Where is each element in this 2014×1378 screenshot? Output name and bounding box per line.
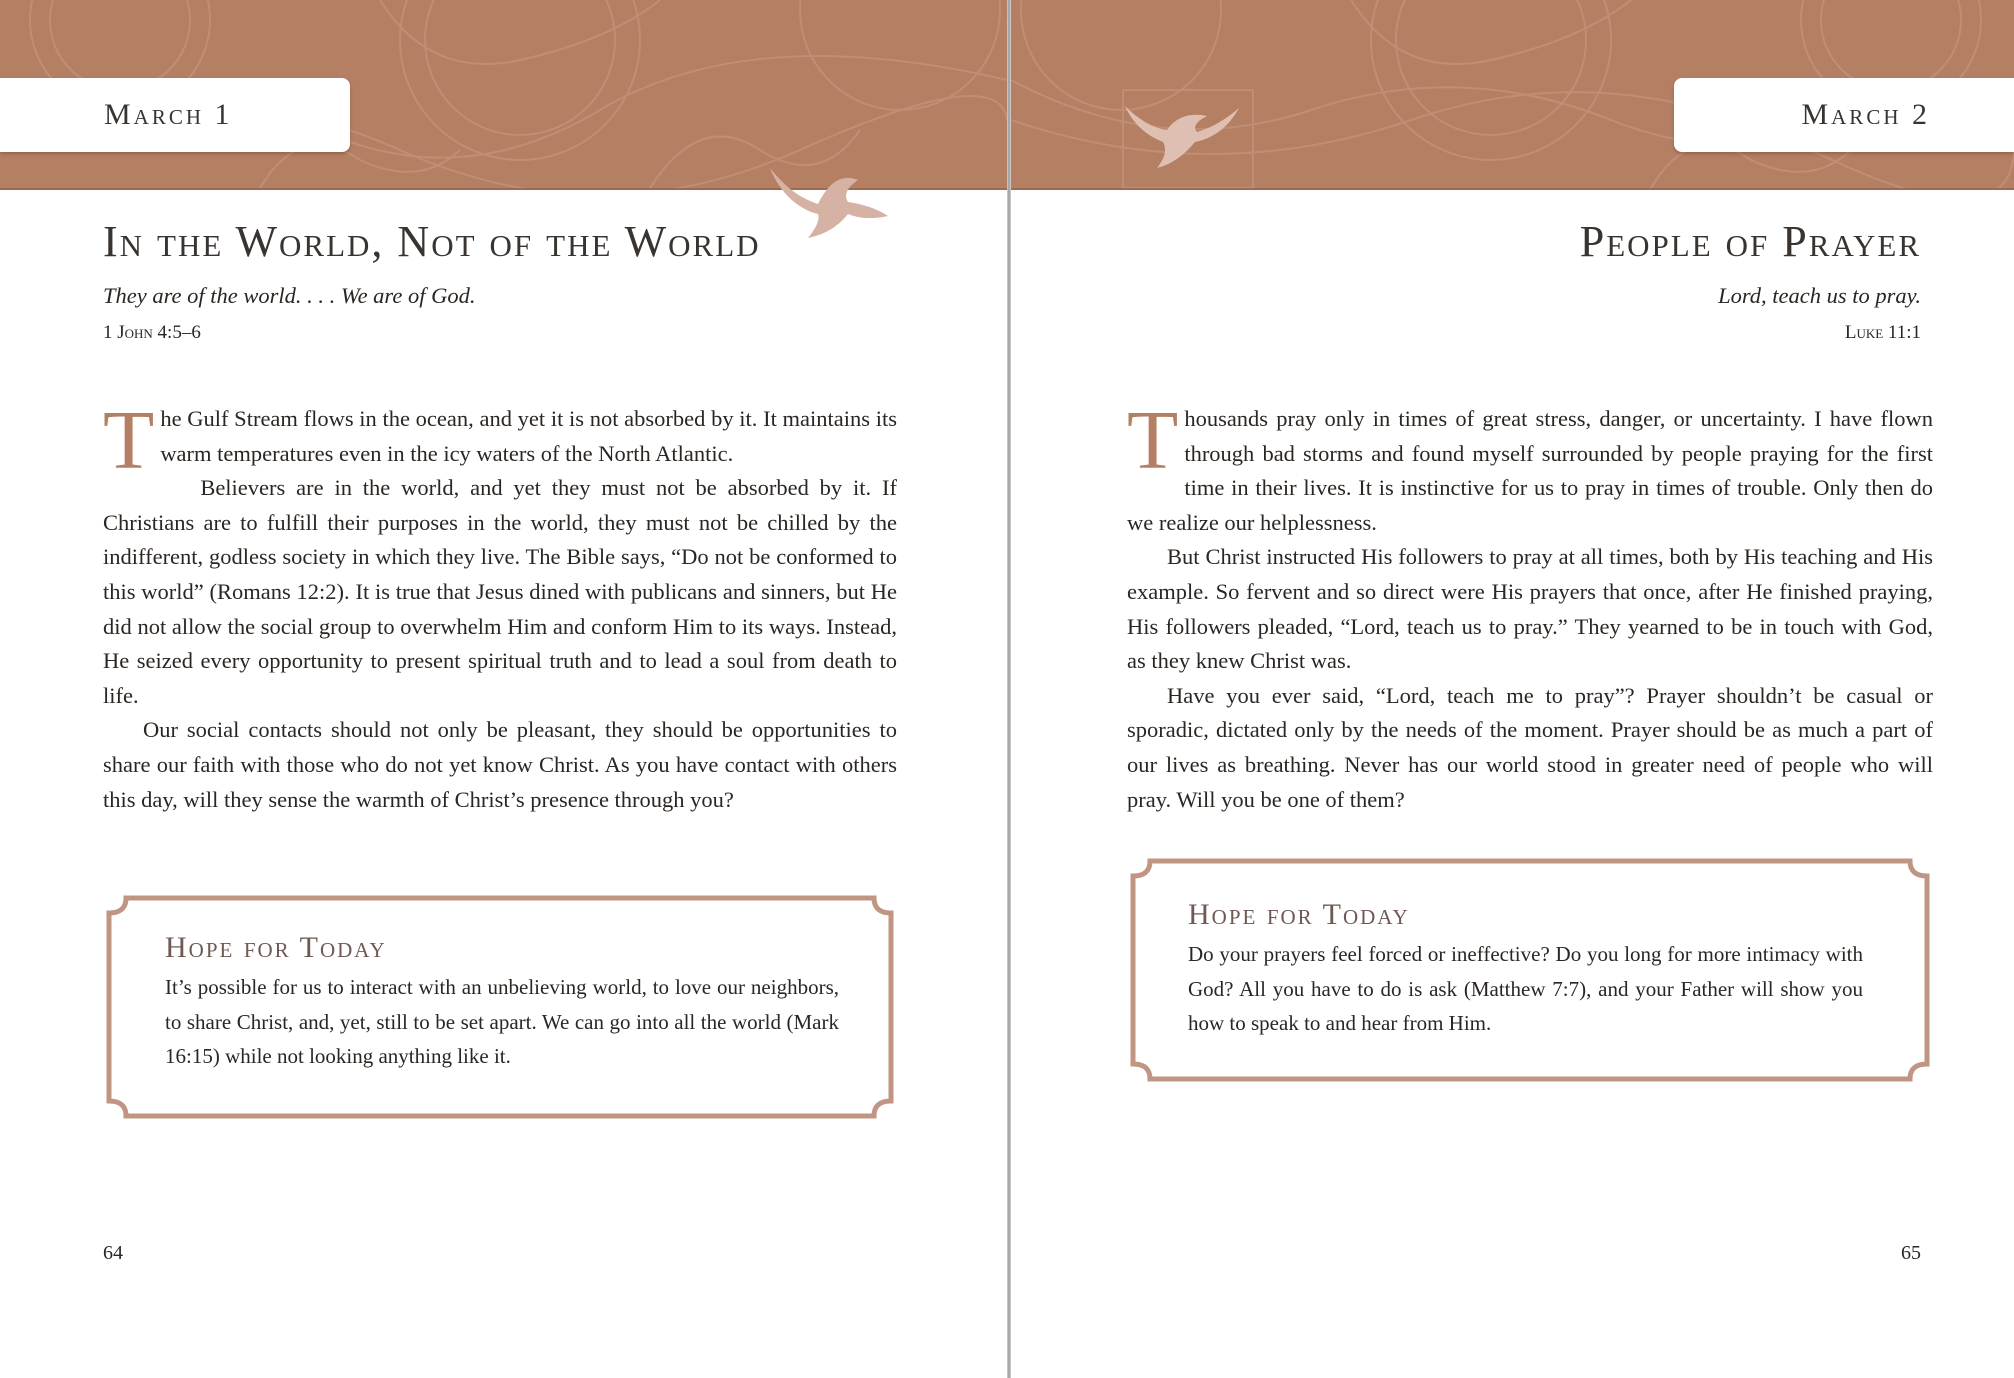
right-page — [1011, 0, 2014, 1378]
dove-icon — [766, 158, 892, 244]
devotional-title: People of Prayer — [1579, 217, 1921, 266]
verse-reference: 1 John 4:5–6 — [103, 322, 201, 343]
paragraph: But Christ instructed His followers to pray at all times, both by His teaching and His example. So fervent and so direct were His prayers that once, after He finished praying, His followers pleaded, “Lord, teach us to pray.” They yearned to be in touch with God, as they knew Christ was. — [1127, 544, 1933, 674]
hope-heading: Hope for Today — [1188, 898, 1410, 931]
paragraph — [1127, 394, 1933, 540]
devotional-body — [103, 394, 897, 817]
right-header-banner — [1011, 0, 2014, 190]
drop-cap: T — [1127, 394, 1179, 487]
paragraph: Have you ever said, “Lord, teach me to pray”? Prayer shouldn’t be casual or sporadic, dictated only by the needs of the moment. Prayer should be as much a part of our lives as breathing. Never has our world stood in greater need of people who will pray. Will you be one of them? — [1127, 682, 1933, 812]
page-number: 64 — [103, 1242, 123, 1264]
key-verse: Lord, teach us to pray. — [1718, 283, 1921, 308]
hope-for-today-box — [104, 893, 896, 1121]
hope-text: Do your prayers feel forced or ineffective? Do you long for more intimacy with God? All you have to do is ask (Matthew 7:7), and your Father will show you how to speak to and hear from Him. — [1188, 942, 1863, 1035]
devotional-title: In the World, Not of the World — [103, 217, 761, 266]
hope-heading: Hope for Today — [165, 931, 387, 964]
hope-for-today-box — [1128, 856, 1932, 1084]
page-number: 65 — [1901, 1242, 1921, 1264]
paragraph-text: housands pray only in times of great stress, danger, or uncertainty. I have flown through bad storms and found myself surrounded by people praying for the first time in their lives. It is instinctive for us to pray in times of trouble. Only then do we realize our helplessness. — [1127, 406, 1933, 535]
date-tab: March 2 — [1674, 78, 2014, 152]
date-tab: March 1 — [0, 78, 350, 152]
paragraph-text: he Gulf Stream flows in the ocean, and yet it is not absorbed by it. It maintains its warm temperatures even in the icy waters of the North Atlantic. — [160, 406, 897, 466]
verse-reference: Luke 11:1 — [1844, 322, 1921, 343]
paragraph: Our social contacts should not only be pleasant, they should be opportunities to share our faith with those who do not yet know Christ. As you have contact with others this day, will they sense the warmth of Christ’s presence through you? — [103, 717, 897, 812]
paragraph: Believers are in the world, and yet they must not be absorbed by it. If Christians are to fulfill their purposes in the world, they must not be chilled by the indifferent, godless society in which they live. The Bible says, “Do not be conformed to this world” (Romans 12:2). It is true that Jesus dined with publicans and sinners, but He did not allow the social group to overwhelm Him and conform Him to its ways. Instead, He seized every opportunity to present spiritual truth and to lead a soul from death to life. — [103, 475, 897, 708]
drop-cap: T — [103, 394, 155, 487]
key-verse: They are of the world. . . . We are of God. — [103, 283, 476, 308]
hope-text: It’s possible for us to interact with an unbelieving world, to love our neighbors, to share Christ, and, yet, still to be set apart. We can go into all the world (Mark 16:15) while not looking anything like it. — [165, 975, 839, 1068]
devotional-body — [1127, 394, 1933, 817]
dove-icon — [1123, 100, 1241, 172]
paragraph — [103, 394, 897, 487]
